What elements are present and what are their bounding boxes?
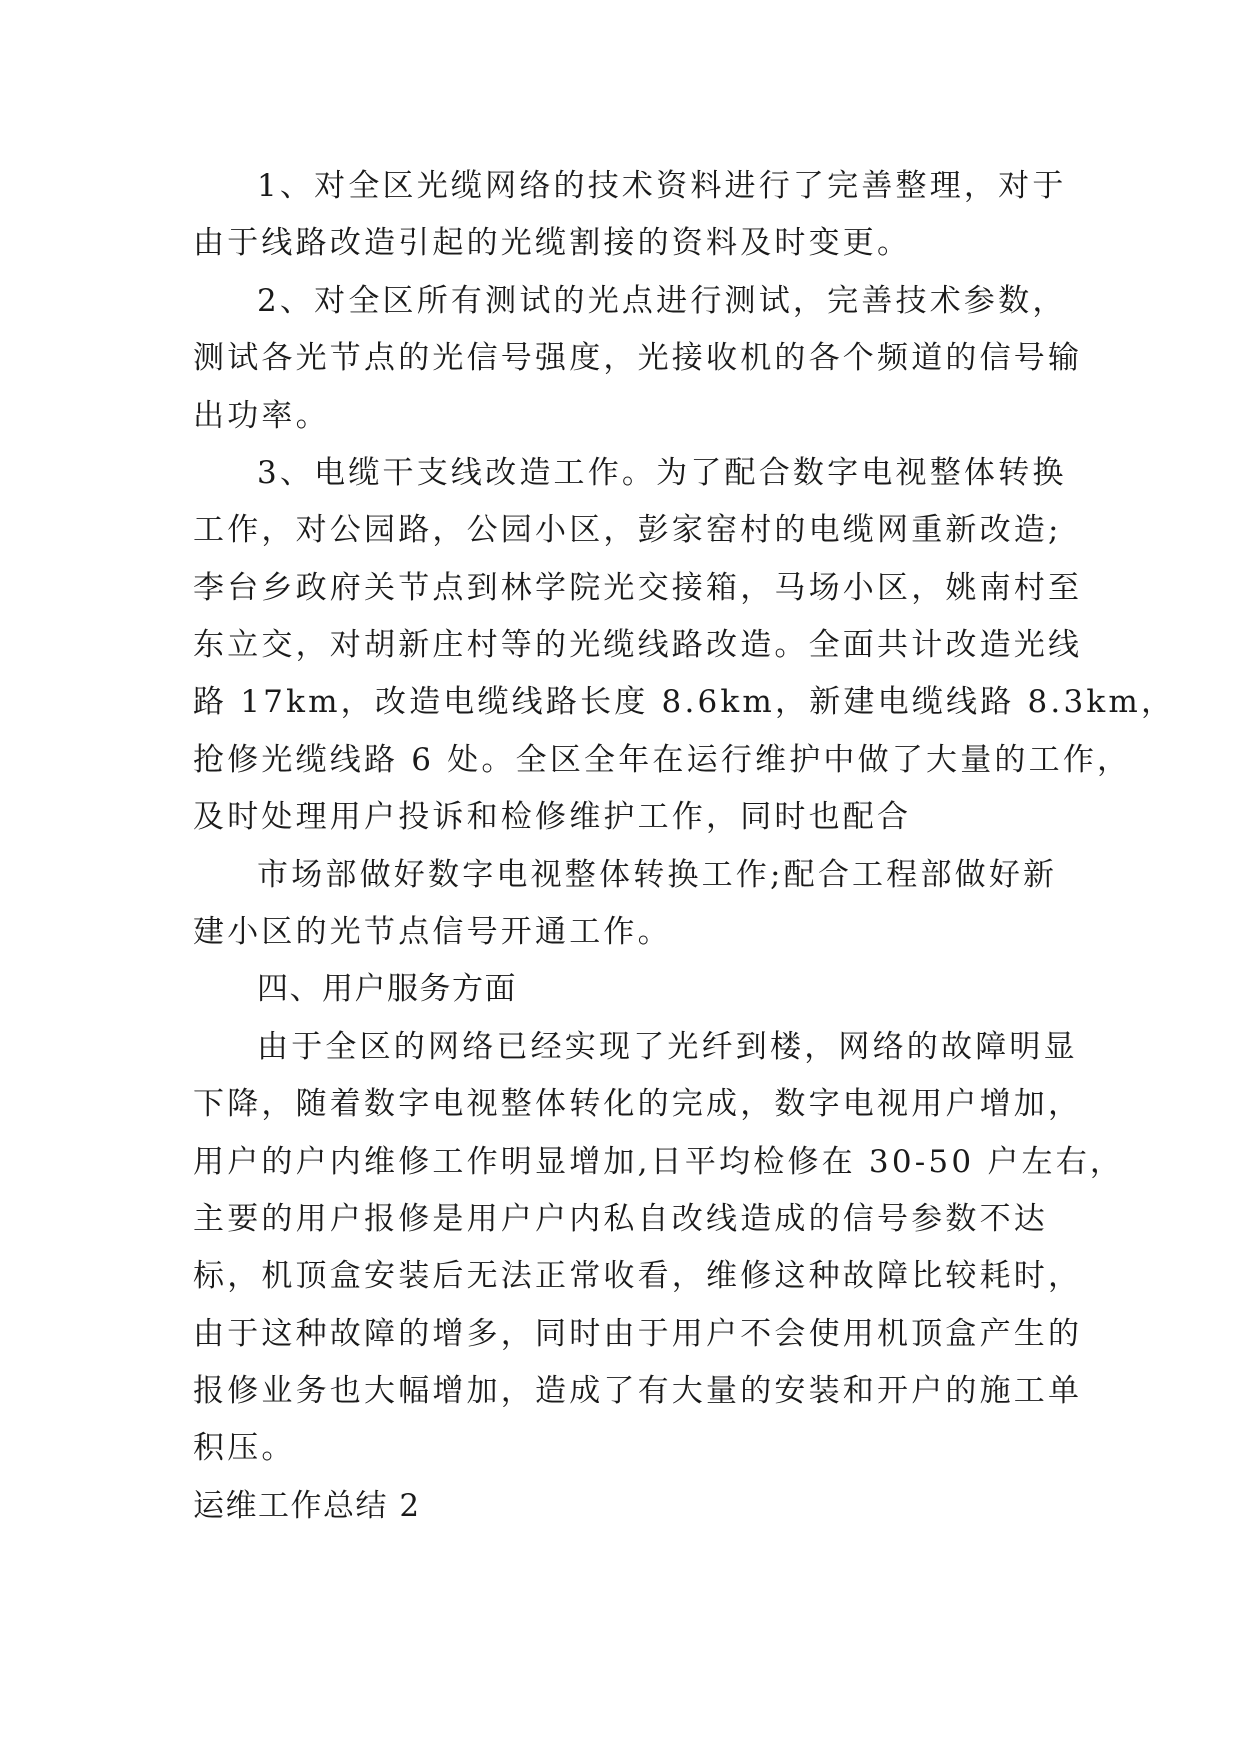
paragraph-2-line-1: 2、对全区所有测试的光点进行测试，完善技术参数， (257, 283, 1067, 319)
paragraph-5-line-7: 报修业务也大幅增加，造成了有大量的安装和开户的施工单 (193, 1373, 1083, 1409)
paragraph-5-line-2: 下降，随着数字电视整体转化的完成，数字电视用户增加， (193, 1086, 1083, 1122)
paragraph-5-line-4: 主要的用户报修是用户户内私自改线造成的信号参数不达 (193, 1201, 1048, 1237)
paragraph-4-line-2: 建小区的光节点信号开通工作。 (193, 914, 672, 950)
paragraph-5-line-1: 由于全区的网络已经实现了光纤到楼，网络的故障明显 (257, 1029, 1078, 1065)
paragraph-1-line-2: 由于线路改造引起的光缆割接的资料及时变更。 (193, 225, 912, 261)
paragraph-2-line-3: 出功率。 (193, 398, 330, 434)
paragraph-5-line-5: 标，机顶盒安装后无法正常收看，维修这种故障比较耗时， (193, 1258, 1083, 1294)
paragraph-3-line-7: 及时处理用户投诉和检修维护工作，同时也配合 (193, 799, 912, 835)
paragraph-3-line-6: 抢修光缆线路 6 处。全区全年在运行维护中做了大量的工作， (193, 742, 1132, 778)
paragraph-3-line-2: 工作，对公园路，公园小区，彭家窑村的电缆网重新改造; (193, 512, 1062, 548)
paragraph-3-line-5: 路 17km，改造电缆线路长度 8.6km，新建电缆线路 8.3km， (193, 684, 1176, 720)
paragraph-3-line-4: 东立交，对胡新庄村等的光缆线路改造。全面共计改造光线 (193, 627, 1083, 663)
section-title: 运维工作总结 2 (193, 1488, 421, 1524)
paragraph-5-line-6: 由于这种故障的增多，同时由于用户不会使用机顶盒产生的 (193, 1316, 1083, 1352)
paragraph-5-line-8: 积压。 (193, 1430, 296, 1466)
section-heading: 四、用户服务方面 (257, 971, 517, 1007)
paragraph-2-line-2: 测试各光节点的光信号强度，光接收机的各个频道的信号输 (193, 340, 1083, 376)
paragraph-1-line-1: 1、对全区光缆网络的技术资料进行了完善整理，对于 (257, 168, 1067, 204)
paragraph-4-line-1: 市场部做好数字电视整体转换工作;配合工程部做好新 (257, 857, 1058, 893)
paragraph-3-line-1: 3、电缆干支线改造工作。为了配合数字电视整体转换 (257, 455, 1067, 491)
paragraph-3-line-3: 李台乡政府关节点到林学院光交接箱，马场小区，姚南村至 (193, 570, 1083, 606)
paragraph-5-line-3: 用户的户内维修工作明显增加,日平均检修在 30-50 户左右， (193, 1144, 1125, 1180)
